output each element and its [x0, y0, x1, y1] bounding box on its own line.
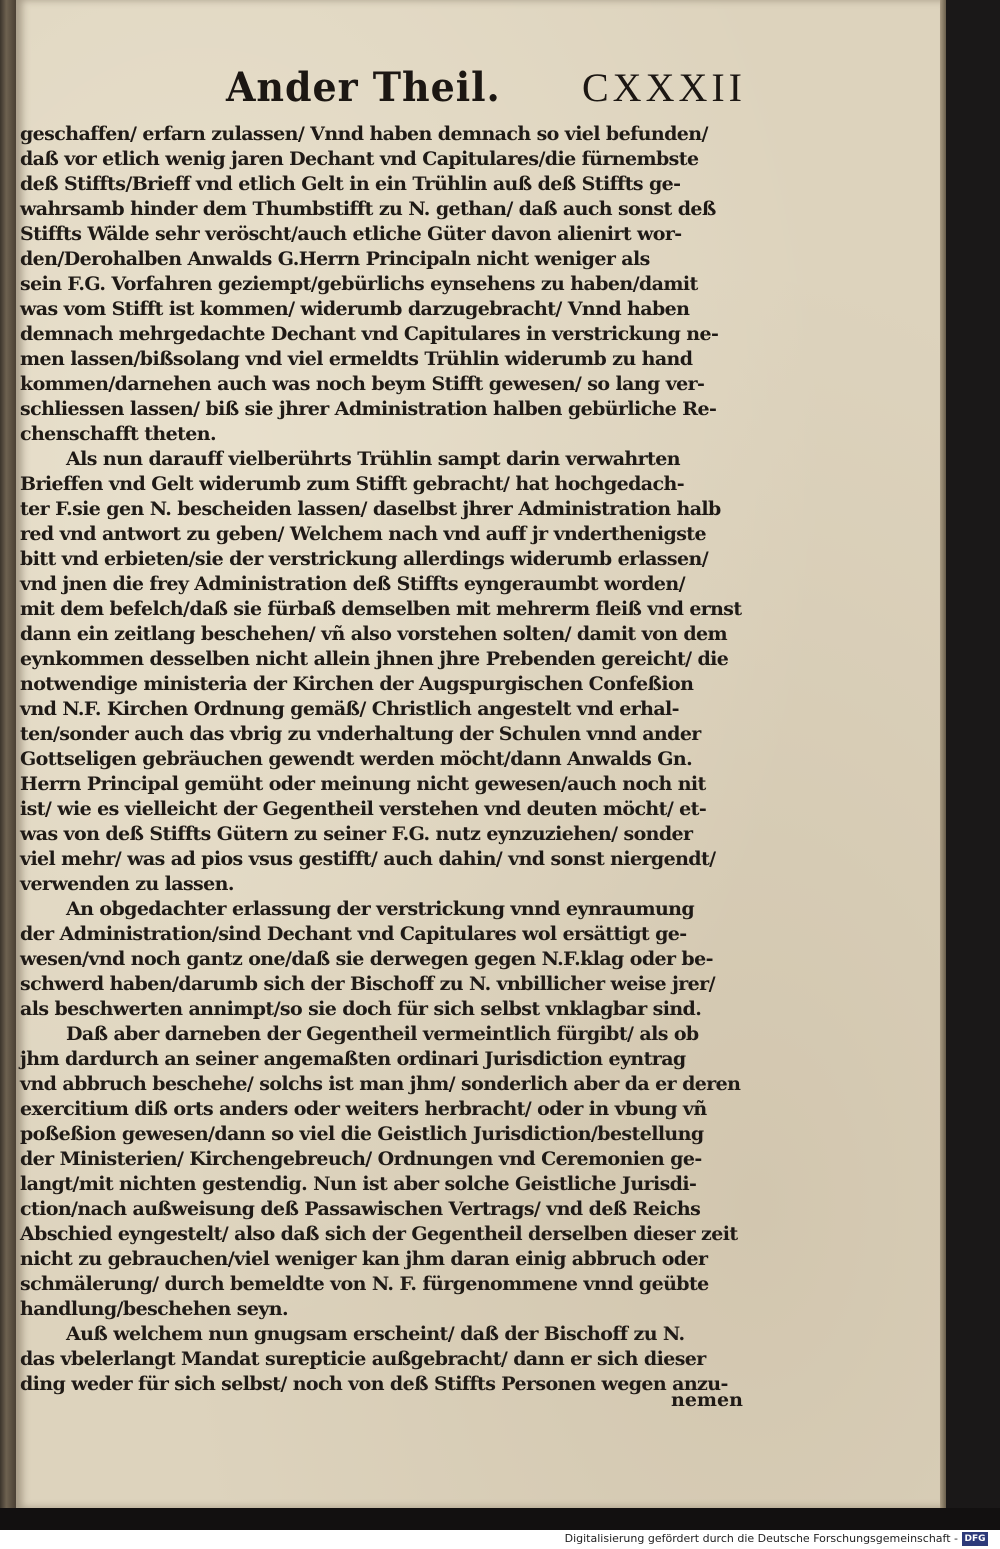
text-line: Brieffen vnd Gelt widerumb zum Stifft gebracht/ hat hochgedach- [20, 473, 684, 495]
footer-bar [0, 1530, 1000, 1549]
text-line: ding weder für sich selbst/ noch von deß Stiffts Personen wegen anzu- [20, 1373, 728, 1395]
text-line: demnach mehrgedachte Dechant vnd Capitulares in verstrickung ne- [20, 323, 719, 345]
text-line: der Ministerien/ Kirchengebreuch/ Ordnungen vnd Ceremonien ge- [20, 1148, 702, 1170]
text-line: Stiffts Wälde sehr veröscht/auch etliche Güter davon alienirt wor- [20, 223, 682, 245]
page-header [16, 60, 942, 120]
text-line: kommen/darnehen auch was noch beym Stifft gewesen/ so lang ver- [20, 373, 705, 395]
text-line: nicht zu gebrauchen/viel weniger kan jhm daran einig abbruch oder [20, 1248, 708, 1270]
catchword: nemen [671, 1389, 743, 1411]
text-line: vnd abbruch beschehe/ solchs ist man jhm/ sonderlich aber da er deren [20, 1073, 741, 1095]
text-line: bitt vnd erbieten/sie der verstrickung allerdings widerumb erlassen/ [20, 548, 709, 570]
text-line: der Administration/sind Dechant vnd Capitulares wol ersättigt ge- [20, 923, 687, 945]
text-line: vnd N.F. Kirchen Ordnung gemäß/ Christlich angestelt vnd erhal- [20, 698, 679, 720]
text-line: geschaffen/ erfarn zulassen/ Vnnd haben demnach so viel befunden/ [20, 123, 708, 145]
text-line: An obgedachter erlassung der verstrickung vnnd eynraumung [66, 898, 695, 920]
text-line: handlung/beschehen seyn. [20, 1298, 289, 1320]
text-line: Gottseligen gebräuchen gewendt werden möcht/dann Anwalds Gn. [20, 748, 693, 770]
text-line: Auß welchem nun gnugsam erscheint/ daß der Bischoff zu N. [66, 1323, 685, 1345]
text-line: jhm dardurch an seiner angemaßten ordinari Jurisdiction eyntrag [20, 1048, 686, 1070]
text-line: viel mehr/ was ad pios vsus gestifft/ auch dahin/ vnd sonst niergendt/ [20, 848, 716, 870]
text-line: wesen/vnd noch gantz one/daß sie derwegen gegen N.F.klag oder be- [20, 948, 713, 970]
text-line: wahrsamb hinder dem Thumbstifft zu N. gethan/ daß auch sonst deß [20, 198, 716, 220]
text-line: poßeßion gewesen/dann so viel die Geistlich Jurisdiction/bestellung [20, 1123, 704, 1145]
text-line: chenschafft theten. [20, 423, 216, 445]
text-line: vnd jnen die frey Administration deß Stiffts eyngeraumbt worden/ [20, 573, 685, 595]
page-edge [940, 0, 946, 1508]
folio-number: CXXXII [582, 65, 746, 110]
text-line: das vbelerlangt Mandat surepticie außgebracht/ dann er sich dieser [20, 1348, 706, 1370]
text-line: red vnd antwort zu geben/ Welchem nach vnd auff jr vnderthenigste [20, 523, 706, 545]
text-line: schliessen lassen/ biß sie jhrer Administration halben gebürliche Re- [20, 398, 717, 420]
text-line: ction/nach außweisung deß Passawischen Vertrags/ vnd deß Reichs [20, 1198, 701, 1220]
text-line: schwerd haben/darumb sich der Bischoff zu N. vnbillicher weise jrer/ [20, 973, 715, 995]
book-spine-edge [0, 0, 16, 1510]
text-line: ist/ wie es vielleicht der Gegentheil verstehen vnd deuten möcht/ et- [20, 798, 707, 820]
text-line: was vom Stifft ist kommen/ widerumb darzugebracht/ Vnnd haben [20, 298, 690, 320]
text-line: den/Derohalben Anwalds G.Herrn Principaln nicht weniger als [20, 248, 650, 270]
funding-credit: Digitalisierung gefördert durch die Deutsche Forschungsgemeinschaft - [564, 1532, 958, 1545]
text-line: sein F.G. Vorfahren geziempt/gebürlichs eynsehens zu haben/damit [20, 273, 698, 295]
text-line: exercitium diß orts anders oder weiters herbracht/ oder in vbung vñ [20, 1098, 707, 1120]
running-head: Ander Theil. [226, 64, 501, 111]
document-page [16, 0, 942, 1508]
text-line: ten/sonder auch das vbrig zu vnderhaltung der Schulen vnnd ander [20, 723, 701, 745]
text-line: ter F.sie gen N. bescheiden lassen/ daselbst jhrer Administration halb [20, 498, 721, 520]
dfg-logo[interactable]: DFG [962, 1532, 988, 1546]
text-line: mit dem befelch/daß sie fürbaß demselben mit mehrerm fleiß vnd ernst [20, 598, 742, 620]
text-line: als beschwerten annimpt/so sie doch für sich selbst vnklagbar sind. [20, 998, 702, 1020]
text-line: daß vor etlich wenig jaren Dechant vnd Capitulares/die fürnembste [20, 148, 699, 170]
text-line: notwendige ministeria der Kirchen der Augspurgischen Confeßion [20, 673, 694, 695]
text-line: Als nun darauff vielberührts Trühlin sampt darin verwahrten [66, 448, 680, 470]
text-line: dann ein zeitlang beschehen/ vñ also vorstehen solten/ damit von dem [20, 623, 728, 645]
text-line: langt/mit nichten gestendig. Nun ist aber solche Geistliche Jurisdi- [20, 1173, 697, 1195]
text-line: eynkommen desselben nicht allein jhnen jhre Prebenden gereicht/ die [20, 648, 729, 670]
text-line: men lassen/bißsolang vnd viel ermeldts Trühlin widerumb zu hand [20, 348, 693, 370]
text-line: verwenden zu lassen. [20, 873, 234, 895]
text-line: deß Stiffts/Brieff vnd etlich Gelt in ein Trühlin auß deß Stiffts ge- [20, 173, 681, 195]
scan-background [0, 1508, 1000, 1530]
text-line: schmälerung/ durch bemeldte von N. F. fürgenommene vnnd geübte [20, 1273, 709, 1295]
text-line: Abschied eyngestelt/ also daß sich der Gegentheil derselben dieser zeit [20, 1223, 738, 1245]
text-line: was von deß Stiffts Gütern zu seiner F.G. nutz eynzuziehen/ sonder [20, 823, 693, 845]
text-line: Herrn Principal gemüht oder meinung nicht gewesen/auch noch nit [20, 773, 706, 795]
body-text [20, 122, 742, 1397]
text-line: Daß aber darneben der Gegentheil vermeintlich fürgibt/ als ob [66, 1023, 699, 1045]
